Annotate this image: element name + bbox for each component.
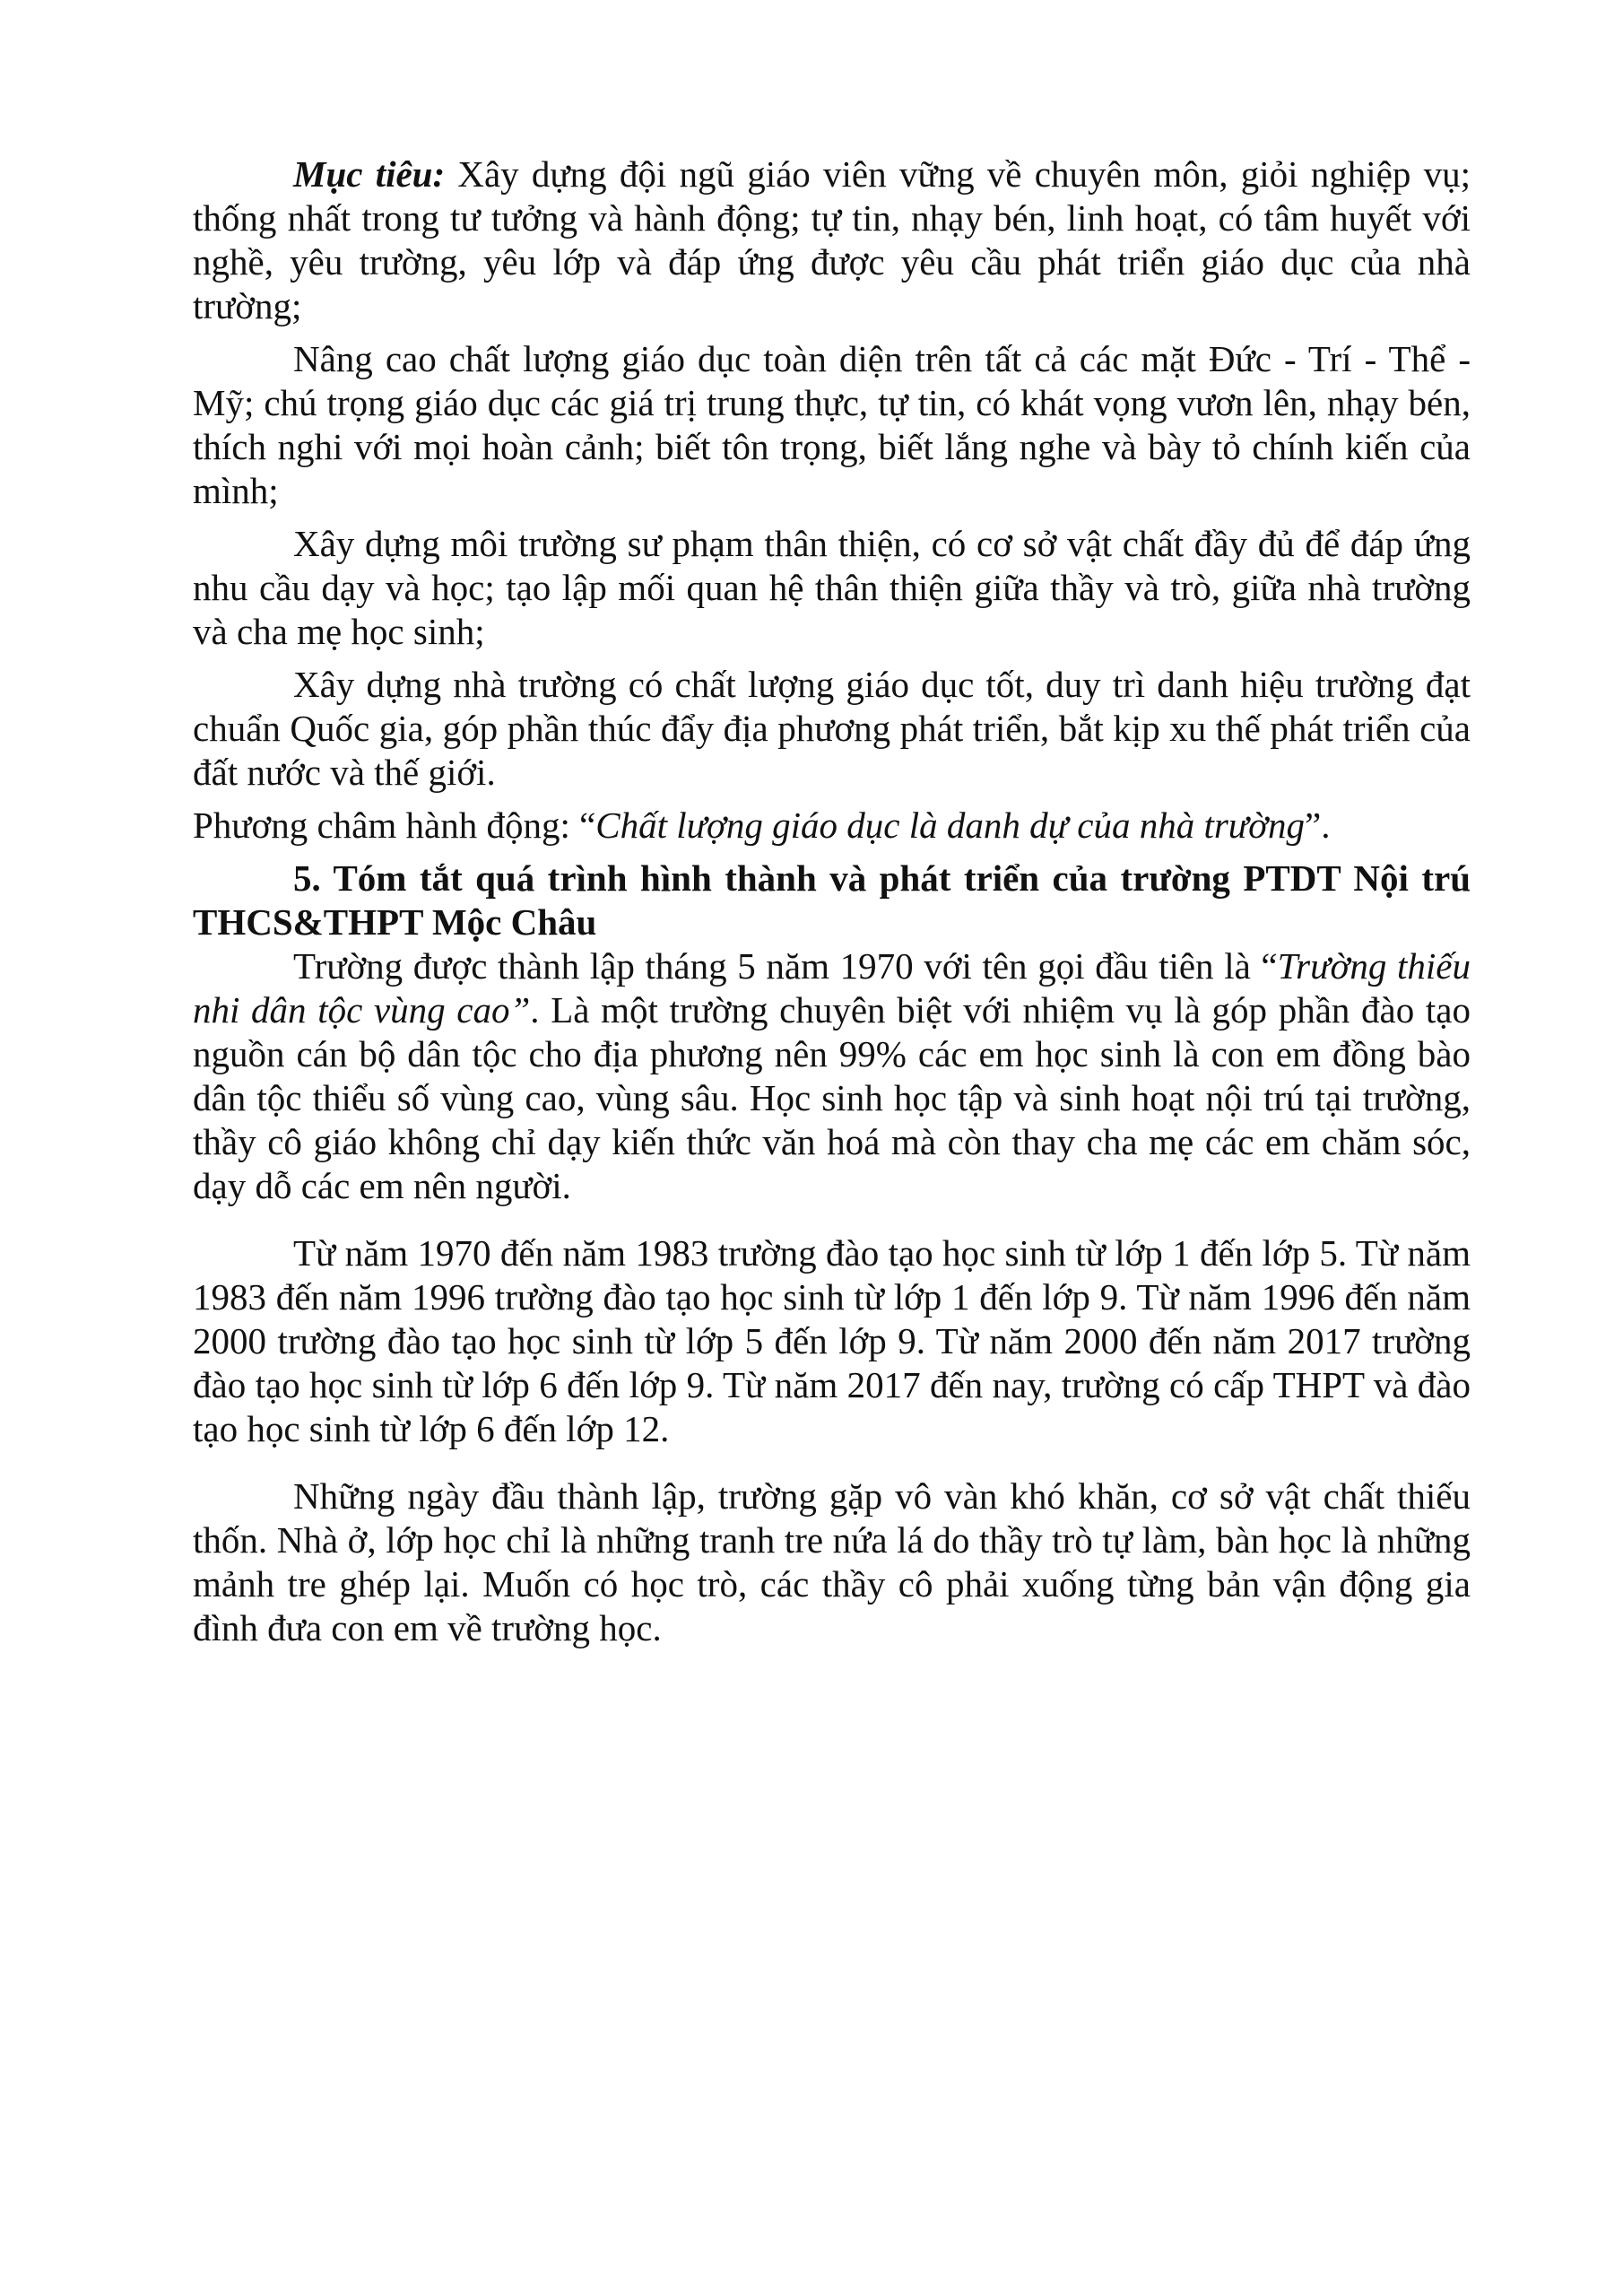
section-heading: 5. Tóm tắt quá trình hình thành và phát triển của trường PTDT Nội trú THCS&THPT Mộc Châu: [193, 857, 1471, 943]
motto-suffix: ”.: [1305, 804, 1331, 846]
quality-paragraph: Nâng cao chất lượng giáo dục toàn diện trên tất cả các mặt Đức - Trí - Thể - Mỹ; chú trọng giáo dục các giá trị trung thực, tự tin, có khát vọng vươn lên, nhạy bén, thích nghi với mọi hoàn cảnh; biết tôn trọng, biết lắng nghe và bày tỏ chính kiến của mình;: [193, 338, 1471, 511]
history-rest: . Là một trường chuyên biệt với nhiệm vụ là góp phần đào tạo nguồn cán bộ dân tộc cho địa phương nên 99% các em học sinh là con em đồng bào dân tộc thiểu số vùng cao, vùng sâu. Học sinh học tập và sinh hoạt nội trú tại trường, thầy cô giáo không chỉ dạy kiến thức văn hoá mà còn thay cha mẹ các em chăm sóc, dạy dỗ các em nên người.: [193, 989, 1471, 1206]
goal-label: Mục tiêu:: [293, 153, 446, 195]
timeline-paragraph: Từ năm 1970 đến năm 1983 trường đào tạo học sinh từ lớp 1 đến lớp 5. Từ năm 1983 đến năm 1996 trường đào tạo học sinh từ lớp 1 đến lớp 9. Từ năm 1996 đến năm 2000 trường đào tạo học sinh từ lớp 5 đến lớp 9. Từ năm 2000 đến năm 2017 trường đào tạo học sinh từ lớp 6 đến lớp 9. Từ năm 2017 đến nay, trường có cấp THPT và đào tạo học sinh từ lớp 6 đến lớp 12.: [193, 1232, 1471, 1449]
motto-paragraph: [193, 804, 1471, 848]
motto-prefix: Phương châm hành động: “: [193, 804, 596, 846]
environment-paragraph: Xây dựng môi trường sư phạm thân thiện, có cơ sở vật chất đầy đủ để đáp ứng nhu cầu dạy và học; tạo lập mối quan hệ thân thiện giữa thầy và trò, giữa nhà trường và cha mẹ học sinh;: [193, 523, 1471, 652]
early-days-paragraph: Những ngày đầu thành lập, trường gặp vô vàn khó khăn, cơ sở vật chất thiếu thốn. Nhà ở, lớp học chỉ là những tranh tre nứa lá do thầy trò tự làm, bàn học là những mảnh tre ghép lại. Muốn có học trò, các thầy cô phải xuống từng bản vận động gia đình đưa con em về trường học.: [193, 1475, 1471, 1648]
school-paragraph: Xây dựng nhà trường có chất lượng giáo dục tốt, duy trì danh hiệu trường đạt chuẩn Quốc gia, góp phần thúc đẩy địa phương phát triển, bắt kịp xu thế phát triển của đất nước và thế giới.: [193, 664, 1471, 793]
goal-paragraph: [193, 152, 1471, 328]
motto-text: Chất lượng giáo dục là danh dự của nhà trường: [595, 804, 1306, 846]
history-school-name: Trường thiếu nhi dân tộc vùng cao”: [193, 945, 1471, 1031]
goal-text: Xây dựng đội ngũ giáo viên vững về chuyên môn, giỏi nghiệp vụ; thống nhất trong tư tưởng và hành động; tự tin, nhạy bén, linh hoạt, có tâm huyết với nghề, yêu trường, yêu lớp và đáp ứng được yêu cầu phát triển giáo dục của nhà trường;: [193, 153, 1471, 326]
document-page: [193, 152, 1471, 1659]
history-paragraph: [193, 944, 1471, 1208]
history-prefix: Trường được thành lập tháng 5 năm 1970 với tên gọi đầu tiên là “: [293, 945, 1278, 987]
